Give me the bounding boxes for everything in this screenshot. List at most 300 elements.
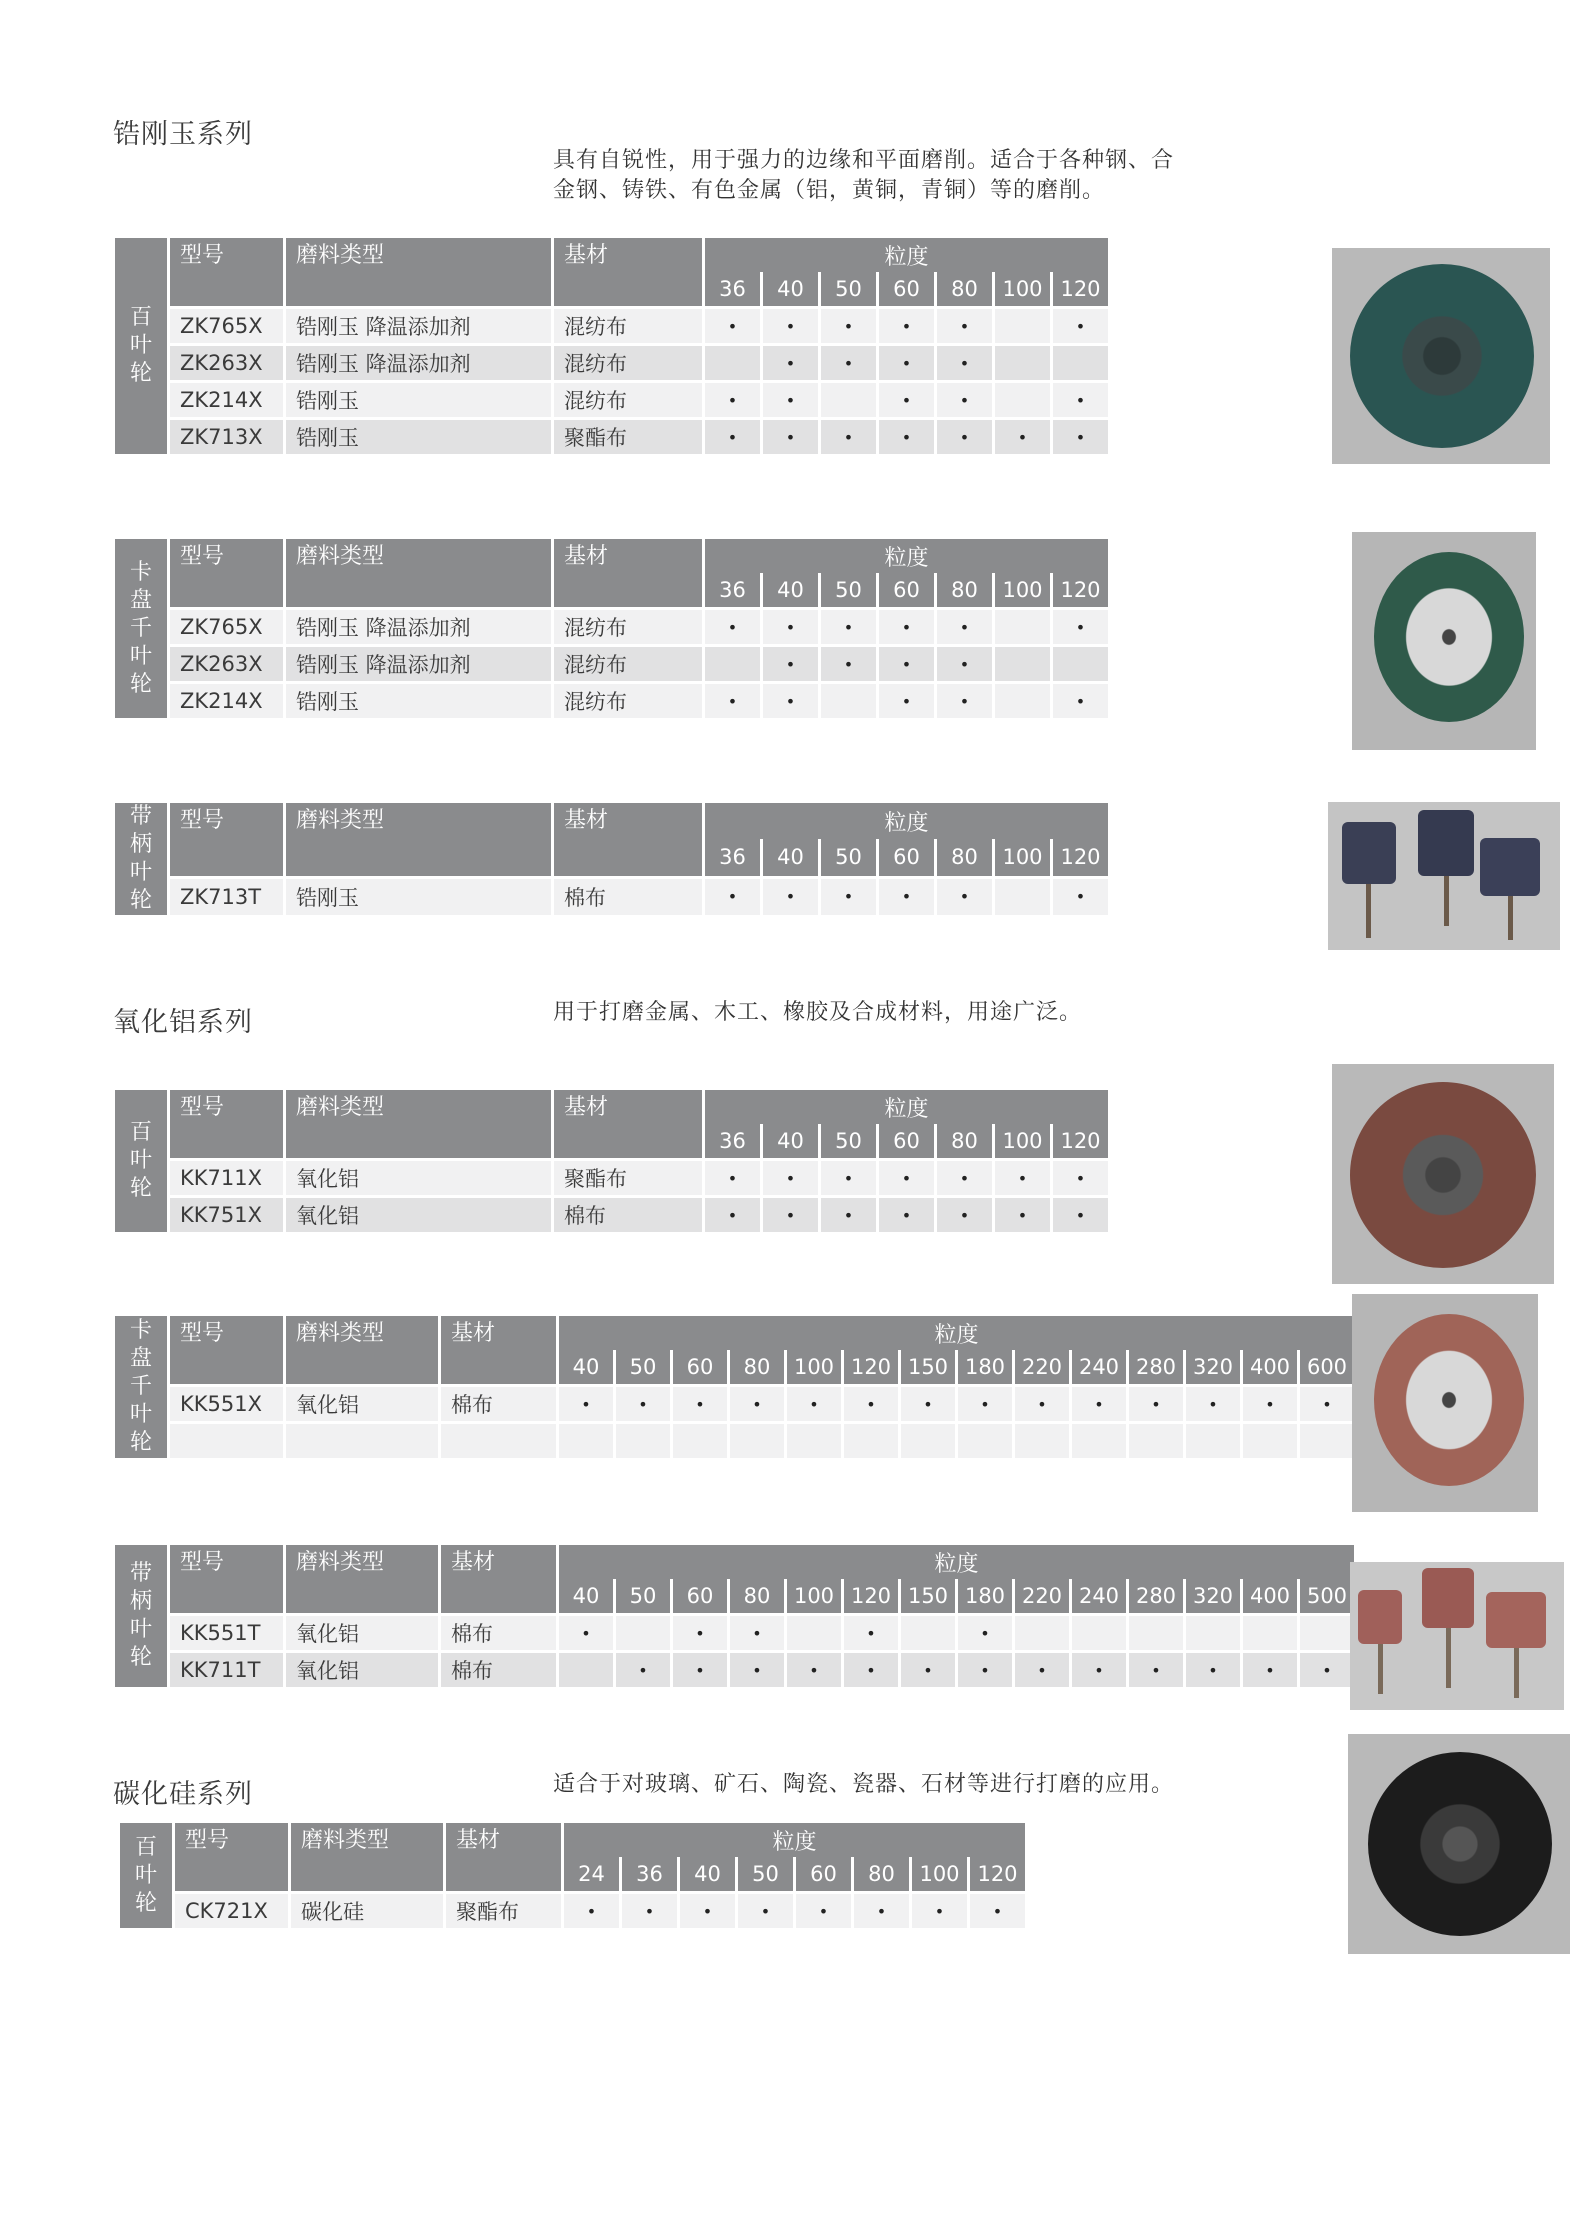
grit-availability-cell (1053, 343, 1111, 380)
grit-availability-cell: • (937, 1195, 995, 1232)
grit-availability-cell: • (995, 1158, 1053, 1195)
side-label-char: 柄 (129, 1589, 152, 1614)
grit-value: 60 (673, 1579, 730, 1613)
shank-wheel-shape (1358, 1590, 1402, 1644)
header-grit: 粒度 (705, 539, 1111, 573)
spacer-cell (673, 1421, 730, 1458)
grit-value: 60 (879, 839, 937, 875)
header-row (115, 539, 1111, 573)
header-backing: 基材 (554, 803, 705, 876)
grit-availability-cell: • (673, 1613, 730, 1650)
grit-availability-cell (1072, 1613, 1129, 1650)
grit-availability-cell: • (673, 1384, 730, 1421)
header-model: 型号 (175, 1823, 291, 1891)
backing-cell: 混纺布 (554, 380, 705, 417)
side-label-char: 千 (129, 1374, 152, 1399)
grit-availability-cell (1053, 644, 1111, 681)
grit-value: 60 (879, 1124, 937, 1158)
header-grit: 粒度 (705, 803, 1111, 839)
alumina-chuck-wheel-image (1352, 1294, 1538, 1512)
grit-value: 50 (821, 839, 879, 875)
shank-shape (1446, 1628, 1451, 1688)
backing-cell: 混纺布 (554, 343, 705, 380)
side-label-char: 轮 (134, 1890, 157, 1916)
header-grit: 粒度 (559, 1316, 1357, 1350)
table-row (115, 343, 1111, 380)
desc-line: 具有自锐性，用于强力的边缘和平面磨削。适合于各种钢、合 (553, 148, 1175, 173)
grit-availability-cell: • (622, 1891, 680, 1928)
header-model: 型号 (170, 1090, 286, 1158)
grit-availability-cell (995, 306, 1053, 343)
side-label-char: 轮 (129, 671, 152, 697)
grit-value: 36 (705, 839, 763, 875)
model-cell: ZK214X (170, 380, 286, 417)
header-grit: 粒度 (705, 238, 1111, 272)
abrasive-cell: 碳化硅 (291, 1891, 446, 1928)
grit-value: 80 (730, 1350, 787, 1384)
header-model: 型号 (170, 539, 286, 607)
shank-shape (1378, 1644, 1383, 1694)
grit-availability-cell: • (673, 1650, 730, 1687)
grit-value: 100 (995, 573, 1053, 607)
grit-value: 120 (1053, 573, 1111, 607)
disc-shape (1368, 1752, 1552, 1936)
grit-availability-cell: • (705, 1158, 763, 1195)
table-row (115, 644, 1111, 681)
spacer-cell (1300, 1421, 1357, 1458)
grit-availability-cell: • (879, 343, 937, 380)
header-row (120, 1823, 1028, 1857)
abrasive-cell: 氧化铝 (286, 1613, 441, 1650)
side-label-char: 轮 (129, 1430, 152, 1455)
grit-value: 24 (564, 1857, 622, 1891)
grit-value: 50 (821, 272, 879, 306)
grit-value: 50 (821, 1124, 879, 1158)
grit-availability-cell: • (763, 380, 821, 417)
backing-cell: 棉布 (441, 1384, 559, 1421)
product-type-label (115, 803, 170, 915)
shank-shape (1508, 896, 1513, 940)
grit-availability-cell: • (763, 1195, 821, 1232)
grit-availability-cell: • (616, 1384, 673, 1421)
table-row (115, 417, 1111, 454)
grit-value: 50 (616, 1350, 673, 1384)
grit-value: 240 (1072, 1350, 1129, 1384)
grit-availability-cell (559, 1650, 616, 1687)
spec-table (115, 539, 1111, 718)
zirconia-shank-wheel-image (1328, 802, 1560, 950)
grit-value: 60 (673, 1350, 730, 1384)
grit-value: 100 (995, 272, 1053, 306)
spacer-cell (1015, 1421, 1072, 1458)
header-row (115, 1545, 1357, 1579)
model-cell: KK551T (170, 1613, 286, 1650)
grit-availability-cell: • (1186, 1650, 1243, 1687)
grit-availability-cell: • (970, 1891, 1028, 1928)
side-label-char: 卡 (129, 1318, 152, 1343)
backing-cell: 棉布 (441, 1650, 559, 1687)
grit-availability-cell: • (937, 1158, 995, 1195)
side-label-char: 叶 (129, 1402, 152, 1427)
grit-availability-cell (705, 644, 763, 681)
shank-shape (1514, 1648, 1519, 1698)
grit-value: 150 (901, 1350, 958, 1384)
abrasive-cell: 锆刚玉 降温添加剂 (286, 306, 554, 343)
abrasive-cell: 锆刚玉 (286, 681, 554, 718)
desc-line: 用于打磨金属、木工、橡胶及合成材料，用途广泛。 (553, 1000, 1083, 1025)
table-row (115, 681, 1111, 718)
header-model: 型号 (170, 1316, 286, 1384)
grit-availability-cell: • (763, 681, 821, 718)
grit-availability-cell: • (844, 1613, 901, 1650)
disc-shape (1374, 1314, 1524, 1486)
grit-availability-cell: • (1243, 1650, 1300, 1687)
grit-value: 400 (1243, 1350, 1300, 1384)
grit-availability-cell: • (912, 1891, 970, 1928)
grit-availability-cell: • (854, 1891, 912, 1928)
grit-availability-cell: • (763, 417, 821, 454)
grit-value: 100 (995, 1124, 1053, 1158)
abrasive-cell: 锆刚玉 降温添加剂 (286, 607, 554, 644)
abrasive-cell: 锆刚玉 (286, 417, 554, 454)
spacer-cell (286, 1421, 441, 1458)
abrasive-cell: 锆刚玉 (286, 876, 554, 915)
section-desc-sic (553, 1770, 1174, 1800)
abrasive-cell: 氧化铝 (286, 1650, 441, 1687)
shank-shape (1366, 884, 1371, 938)
grit-value: 220 (1015, 1579, 1072, 1613)
grit-value: 180 (958, 1350, 1015, 1384)
grit-value: 120 (844, 1579, 901, 1613)
side-label-char: 轮 (129, 1176, 152, 1201)
spec-table (115, 803, 1111, 915)
section-title-sic: 碳化硅系列 (113, 1779, 253, 1810)
table-row (115, 1613, 1357, 1650)
header-backing: 基材 (441, 1545, 559, 1613)
table-row (115, 1384, 1357, 1421)
grit-availability-cell: • (705, 306, 763, 343)
backing-cell: 聚酯布 (446, 1891, 564, 1928)
grit-availability-cell: • (1053, 607, 1111, 644)
side-label-char: 叶 (129, 643, 152, 669)
shank-wheel-shape (1422, 1568, 1474, 1628)
grit-availability-cell: • (821, 306, 879, 343)
header-model: 型号 (170, 803, 286, 876)
backing-cell: 棉布 (554, 876, 705, 915)
grit-value: 320 (1186, 1350, 1243, 1384)
side-label-char: 叶 (129, 333, 152, 358)
header-backing: 基材 (554, 238, 705, 306)
spacer-cell (844, 1421, 901, 1458)
grit-availability-cell: • (821, 644, 879, 681)
section-title-zirconia: 锆刚玉系列 (113, 119, 253, 150)
header-row (115, 1090, 1111, 1124)
grit-value: 40 (763, 839, 821, 875)
spacer-cell (441, 1421, 559, 1458)
grit-availability-cell: • (1129, 1384, 1186, 1421)
grit-availability-cell: • (1186, 1384, 1243, 1421)
spacer-cell (1243, 1421, 1300, 1458)
product-type-label (120, 1823, 175, 1928)
model-cell: CK721X (175, 1891, 291, 1928)
grit-availability-cell: • (763, 343, 821, 380)
disc-shape (1374, 552, 1524, 722)
grit-availability-cell: • (705, 607, 763, 644)
grit-value: 120 (1053, 1124, 1111, 1158)
grit-availability-cell: • (879, 417, 937, 454)
grit-availability-cell: • (879, 644, 937, 681)
shank-wheel-shape (1480, 838, 1540, 896)
grit-availability-cell (995, 343, 1053, 380)
disc-shape (1350, 1082, 1536, 1268)
section-title-alumina: 氧化铝系列 (113, 1007, 253, 1038)
header-abrasive: 磨料类型 (286, 539, 554, 607)
product-type-label (115, 1090, 170, 1232)
grit-availability-cell: • (787, 1384, 844, 1421)
model-cell: ZK214X (170, 681, 286, 718)
grit-availability-cell: • (763, 1158, 821, 1195)
grit-availability-cell (616, 1613, 673, 1650)
grit-availability-cell: • (705, 417, 763, 454)
side-label-char: 卡 (129, 559, 152, 585)
header-row (115, 238, 1111, 272)
side-label-char: 百 (129, 305, 152, 330)
grit-availability-cell (901, 1613, 958, 1650)
grit-availability-cell: • (1072, 1650, 1129, 1687)
backing-cell: 混纺布 (554, 607, 705, 644)
grit-availability-cell: • (995, 417, 1053, 454)
header-row (115, 803, 1111, 839)
side-label-char: 带 (129, 804, 152, 829)
backing-cell: 混纺布 (554, 306, 705, 343)
section-desc-alumina (553, 998, 1082, 1028)
grit-value: 80 (937, 839, 995, 875)
grit-availability-cell: • (821, 1158, 879, 1195)
grit-availability-cell: • (730, 1613, 787, 1650)
table-row (115, 380, 1111, 417)
grit-value: 50 (616, 1579, 673, 1613)
spacer-cell (1072, 1421, 1129, 1458)
header-abrasive: 磨料类型 (286, 1316, 441, 1384)
grit-availability-cell: • (559, 1384, 616, 1421)
model-cell: ZK765X (170, 607, 286, 644)
desc-line: 适合于对玻璃、矿石、陶瓷、瓷器、石材等进行打磨的应用。 (553, 1772, 1175, 1797)
backing-cell: 聚酯布 (554, 417, 705, 454)
grit-value: 100 (995, 839, 1053, 875)
grit-value: 100 (787, 1579, 844, 1613)
grit-availability-cell: • (680, 1891, 738, 1928)
model-cell: KK751X (170, 1195, 286, 1232)
header-grit: 粒度 (705, 1090, 1111, 1124)
grit-value: 280 (1129, 1350, 1186, 1384)
grit-availability-cell: • (937, 607, 995, 644)
grit-availability-cell: • (763, 607, 821, 644)
grit-availability-cell: • (879, 1158, 937, 1195)
model-cell: KK551X (170, 1384, 286, 1421)
side-label-char: 千 (129, 615, 152, 641)
grit-value: 80 (854, 1857, 912, 1891)
abrasive-cell: 氧化铝 (286, 1158, 554, 1195)
grit-value: 240 (1072, 1579, 1129, 1613)
grit-availability-cell: • (879, 607, 937, 644)
spacer-cell (559, 1421, 616, 1458)
spacer-cell (170, 1421, 286, 1458)
spec-table (115, 1090, 1111, 1232)
grit-availability-cell: • (763, 876, 821, 915)
grit-availability-cell: • (730, 1650, 787, 1687)
grit-value: 60 (879, 272, 937, 306)
shank-shape (1444, 876, 1449, 926)
header-row (115, 1316, 1357, 1350)
table-row (115, 1195, 1111, 1232)
grit-value: 150 (901, 1579, 958, 1613)
grit-value: 50 (821, 573, 879, 607)
grit-availability-cell: • (821, 876, 879, 915)
grit-availability-cell: • (1300, 1650, 1357, 1687)
shank-wheel-shape (1418, 810, 1474, 876)
abrasive-cell: 锆刚玉 降温添加剂 (286, 644, 554, 681)
grit-value: 320 (1186, 1579, 1243, 1613)
alumina-flap-disc-image (1332, 1064, 1554, 1284)
header-grit: 粒度 (564, 1823, 1028, 1857)
abrasive-cell: 氧化铝 (286, 1195, 554, 1232)
grit-value: 100 (787, 1350, 844, 1384)
side-label-char: 柄 (129, 832, 152, 857)
desc-line: 金钢、铸铁、有色金属（铝，黄铜，青铜）等的磨削。 (553, 178, 1106, 203)
model-cell: ZK713T (170, 876, 286, 915)
grit-availability-cell: • (705, 1195, 763, 1232)
spacer-cell (787, 1421, 844, 1458)
grit-value: 40 (680, 1857, 738, 1891)
grit-availability-cell (705, 343, 763, 380)
side-label-char: 叶 (129, 1617, 152, 1642)
sic-flap-disc-image (1348, 1734, 1570, 1954)
backing-cell: 混纺布 (554, 644, 705, 681)
header-abrasive: 磨料类型 (286, 238, 554, 306)
grit-value: 80 (937, 272, 995, 306)
grit-value: 120 (1053, 839, 1111, 875)
grit-value: 80 (937, 573, 995, 607)
grit-availability-cell: • (1053, 1195, 1111, 1232)
grit-availability-cell: • (995, 1195, 1053, 1232)
grit-availability-cell: • (705, 876, 763, 915)
side-label-char: 叶 (129, 1148, 152, 1173)
grit-availability-cell (787, 1613, 844, 1650)
side-label-char: 轮 (129, 888, 152, 913)
grit-availability-cell: • (559, 1613, 616, 1650)
grit-availability-cell: • (1053, 1158, 1111, 1195)
table-row (120, 1891, 1028, 1928)
spacer-cell (730, 1421, 787, 1458)
grit-value: 50 (738, 1857, 796, 1891)
abrasive-cell: 锆刚玉 降温添加剂 (286, 343, 554, 380)
model-cell: KK711T (170, 1650, 286, 1687)
backing-cell: 混纺布 (554, 681, 705, 718)
grit-value: 100 (912, 1857, 970, 1891)
header-grit: 粒度 (559, 1545, 1357, 1579)
grit-availability-cell: • (705, 380, 763, 417)
grit-value: 600 (1300, 1350, 1357, 1384)
grit-value: 500 (1300, 1579, 1357, 1613)
header-backing: 基材 (446, 1823, 564, 1891)
grit-value: 120 (844, 1350, 901, 1384)
grit-availability-cell: • (879, 1195, 937, 1232)
grit-availability-cell: • (1053, 876, 1111, 915)
grit-availability-cell (1243, 1613, 1300, 1650)
spec-table (115, 1316, 1357, 1458)
spacer-cell (1129, 1421, 1186, 1458)
grit-value: 180 (958, 1579, 1015, 1613)
abrasive-cell: 氧化铝 (286, 1384, 441, 1421)
header-model: 型号 (170, 1545, 286, 1613)
table-row (115, 1650, 1357, 1687)
shank-wheel-shape (1342, 822, 1396, 884)
model-cell: ZK263X (170, 644, 286, 681)
grit-availability-cell: • (763, 306, 821, 343)
abrasive-cell: 锆刚玉 (286, 380, 554, 417)
backing-cell: 棉布 (441, 1613, 559, 1650)
grit-availability-cell (995, 644, 1053, 681)
grit-availability-cell: • (879, 380, 937, 417)
spacer-cell (1186, 1421, 1243, 1458)
grit-availability-cell: • (1300, 1384, 1357, 1421)
grit-availability-cell: • (844, 1650, 901, 1687)
grit-value: 60 (879, 573, 937, 607)
side-label-char: 百 (134, 1834, 157, 1860)
product-type-label (115, 539, 170, 718)
shank-wheel-shape (1486, 1592, 1546, 1648)
grit-availability-cell: • (1015, 1384, 1072, 1421)
spacer-cell (901, 1421, 958, 1458)
table-row (115, 306, 1111, 343)
header-backing: 基材 (554, 1090, 705, 1158)
grit-availability-cell: • (879, 306, 937, 343)
grit-availability-cell: • (937, 380, 995, 417)
grit-value: 40 (559, 1579, 616, 1613)
table-row (115, 1158, 1111, 1195)
grit-availability-cell (1015, 1613, 1072, 1650)
grit-value: 36 (622, 1857, 680, 1891)
grit-availability-cell: • (821, 1195, 879, 1232)
grit-value: 40 (763, 573, 821, 607)
grit-availability-cell: • (738, 1891, 796, 1928)
grit-value: 40 (559, 1350, 616, 1384)
header-backing: 基材 (554, 539, 705, 607)
grit-value: 220 (1015, 1350, 1072, 1384)
side-label-char: 叶 (134, 1862, 157, 1888)
grit-availability-cell: • (1072, 1384, 1129, 1421)
spec-table (120, 1823, 1028, 1928)
grit-availability-cell: • (763, 644, 821, 681)
grit-value: 400 (1243, 1579, 1300, 1613)
grit-availability-cell: • (821, 417, 879, 454)
grit-availability-cell: • (564, 1891, 622, 1928)
table-row (115, 876, 1111, 915)
grit-availability-cell (1300, 1613, 1357, 1650)
grit-value: 40 (763, 272, 821, 306)
grit-value: 120 (1053, 272, 1111, 306)
model-cell: ZK263X (170, 343, 286, 380)
spec-table (115, 238, 1111, 454)
grit-availability-cell: • (958, 1613, 1015, 1650)
grit-availability-cell (1129, 1613, 1186, 1650)
side-label-char: 轮 (129, 361, 152, 386)
side-label-char: 轮 (129, 1645, 152, 1670)
grit-value: 40 (763, 1124, 821, 1158)
grit-value: 36 (705, 1124, 763, 1158)
grit-availability-cell: • (844, 1384, 901, 1421)
grit-availability-cell: • (787, 1650, 844, 1687)
